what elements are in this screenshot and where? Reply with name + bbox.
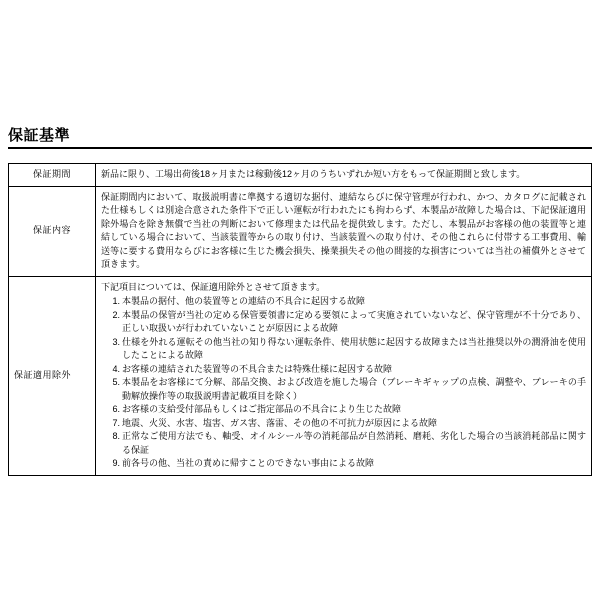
list-item: 正常なご使用方法でも、軸受、オイルシール等の消耗部品が自然消耗、磨耗、劣化した場合の当該消耗部品に関する保証 [122, 431, 586, 455]
warranty-content-text: 保証期間内において、取扱説明書に準拠する適切な据付、連結ならびに保守管理が行われ、かつ、カタログに記載された仕様もしくは別途合意された条件下で正しい運転が行われたにも拘わらず、本製品が故障した場合は、下記保証適用除外場合を除き無償で当社の判断において修理または代品を提供致します。ただし、本製品がお客様の他の装置等と連結している場合において、当該装置等からの取り付け、当該装置への取り付け、その他これらに付帯する工事費用、輸送等に要する費用ならびにお客様に生じた機会損失、操業損失その他の間接的な損害については当社の補償外とさせて頂きます。 [101, 191, 586, 269]
exclusions-intro: 下記項目については、保証適用除外とさせて頂きます。 [101, 281, 326, 292]
row-body-warranty-exclusions [96, 276, 592, 475]
title-underline [8, 147, 592, 149]
row-label-exclusions-text: 保証適用除外 [14, 369, 72, 380]
warranty-period-text: 新品に限り、工場出荷後18ヶ月または稼動後12ヶ月のうちいずれか短い方をもって保証期間と致します。 [101, 169, 526, 179]
row-body-warranty-period [96, 164, 592, 187]
row-body-warranty-content [96, 186, 592, 276]
row-label-warranty-period: 保証期間 [9, 164, 96, 187]
warranty-table [8, 163, 592, 476]
list-item: 仕様を外れる運転その他当社の知り得ない運転条件、使用状態に起因する故障または当社推奨以外の潤滑油を使用したことによる故障 [122, 336, 586, 360]
list-item: 本製品をお客様にて分解、部品交換、および改造を施した場合（ブレーキギャップの点検、調整や、ブレーキの手動解放操作等の取扱説明書記載項目を除く） [122, 377, 586, 401]
list-item: 前各号の他、当社の責めに帰すことのできない事由による故障 [122, 458, 375, 468]
table-row [9, 276, 592, 475]
row-label-warranty-exclusions [9, 276, 96, 475]
list-item: お客様の支給受付部品もしくはご指定部品の不具合により生じた故障 [122, 404, 402, 414]
list-item: 本製品の保管が当社の定める保管要領書に定める要領によって実施されていないなど、保守管理が不十分であり、正しい取扱いが行われていないことが原因による故障 [122, 309, 586, 333]
row-label-warranty-content: 保証内容 [9, 186, 96, 276]
page-title: 保証基準 [8, 127, 71, 144]
list-item: 地震、火災、水害、塩害、ガス害、落雷、その他の不可抗力が原因による故障 [122, 417, 438, 428]
table-row [9, 186, 592, 276]
table-row [9, 164, 592, 187]
exclusions-list [101, 295, 586, 471]
list-item: 本製品の据付、他の装置等との連結の不具合に起因する故障 [122, 296, 366, 306]
list-item: お客様の連結された装置等の不具合または特殊仕様に起因する故障 [122, 363, 393, 374]
